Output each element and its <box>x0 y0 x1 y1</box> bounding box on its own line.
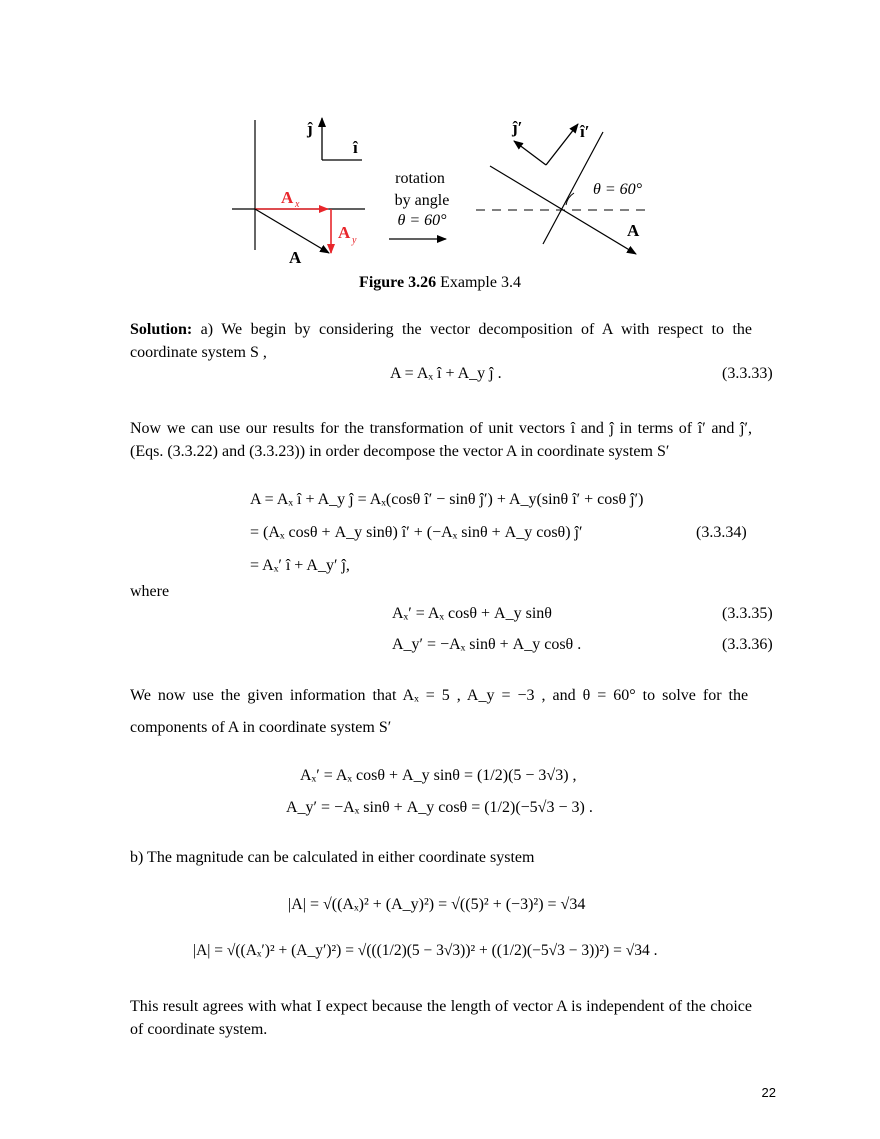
A-y-subscript: y <box>352 235 357 246</box>
given-info-line-2: components of A in coordinate system S′ <box>130 719 392 736</box>
equation-3-3-34-line-3: = Aₓ′ î + A_y′ ĵ, <box>250 557 350 574</box>
j-hat-prime-label: ĵ′ <box>512 118 523 137</box>
magnitude-equation-1: |A| = √((Aₓ)² + (A_y)²) = √((5)² + (−3)²) = √34 <box>288 896 586 913</box>
i-hat-label: î <box>353 138 358 157</box>
equation-3-3-34-line-1: A = Aₓ î + A_y ĵ = Aₓ(cosθ î′ − sinθ ĵ′) + A_y(sinθ î′ + cosθ ĵ′) <box>250 491 644 508</box>
figure-caption-number: Figure 3.26 <box>359 274 437 291</box>
transformation-paragraph: Now we can use our results for the transformation of unit vectors î and ĵ in terms of î′ and ĵ′, (Eqs. (3.3.22) and (3.3.23)) in order decompose the vector A in coordinate system S′ <box>130 420 752 460</box>
rotation-text-1: rotation <box>395 170 445 187</box>
part-b-text: b) The magnitude can be calculated in either coordinate system <box>130 849 535 866</box>
A-vector-arrow <box>255 209 329 253</box>
theta-label: θ = 60° <box>593 181 643 198</box>
A-rot-label: A <box>627 221 640 240</box>
conclusion-paragraph: This result agrees with what I expect because the length of vector A is independent of the choice of coordinate system. <box>130 998 752 1038</box>
solution-paragraph <box>130 318 752 364</box>
j-hat-label: ĵ <box>307 119 313 138</box>
i-hat-prime-label: î′ <box>580 122 590 141</box>
solution-label: Solution: <box>130 321 193 338</box>
equation-3-3-35: Aₓ′ = Aₓ cosθ + A_y sinθ <box>392 605 552 622</box>
equation-3-3-36: A_y′ = −Aₓ sinθ + A_y cosθ . <box>392 636 582 653</box>
page-number: 22 <box>761 1085 776 1100</box>
equation-3-3-34-line-2: = (Aₓ cosθ + A_y sinθ) î′ + (−Aₓ sinθ + A_y cosθ) ĵ′ <box>250 524 583 541</box>
magnitude-equation-2: |A| = √((Aₓ′)² + (A_y′)²) = √(((1/2)(5 − 3√3))² + ((1/2)(−5√3 − 3))²) = √34 . <box>193 942 658 959</box>
i-hat-prime-arrow <box>546 124 578 165</box>
equation-number-3-3-33: (3.3.33) <box>722 365 773 382</box>
equation-3-3-33: A = Aₓ î + A_y ĵ . <box>390 365 502 382</box>
equation-number-3-3-35: (3.3.35) <box>722 605 773 622</box>
A-vector-label: A <box>289 248 302 267</box>
figure-caption <box>0 274 880 292</box>
j-hat-prime-arrow <box>514 141 546 165</box>
equation-number-3-3-34: (3.3.34) <box>696 524 747 541</box>
rotation-text-2: by angle <box>394 192 450 209</box>
given-info-line-1: We now use the given information that Aₓ = 5 , A_y = −3 , and θ = 60° to solve for the <box>130 687 749 704</box>
A-x-label: A <box>281 188 294 207</box>
where-text: where <box>130 583 170 600</box>
A-x-subscript: x <box>295 199 300 210</box>
solution-text: a) We begin by considering the vector decomposition of A with respect to the coordinate system S , <box>130 321 752 361</box>
figure-caption-text: Example 3.4 <box>436 274 521 291</box>
equation-number-3-3-36: (3.3.36) <box>722 636 773 653</box>
given-equation-line-1: Aₓ′ = Aₓ cosθ + A_y sinθ = (1/2)(5 − 3√3) , <box>300 767 577 784</box>
figure-3-26 <box>0 0 880 270</box>
given-equation-line-2: A_y′ = −Aₓ sinθ + A_y cosθ = (1/2)(−5√3 − 3) . <box>286 799 593 816</box>
rotation-text-3: θ = 60° <box>397 212 447 229</box>
A-y-label: A <box>338 223 351 242</box>
